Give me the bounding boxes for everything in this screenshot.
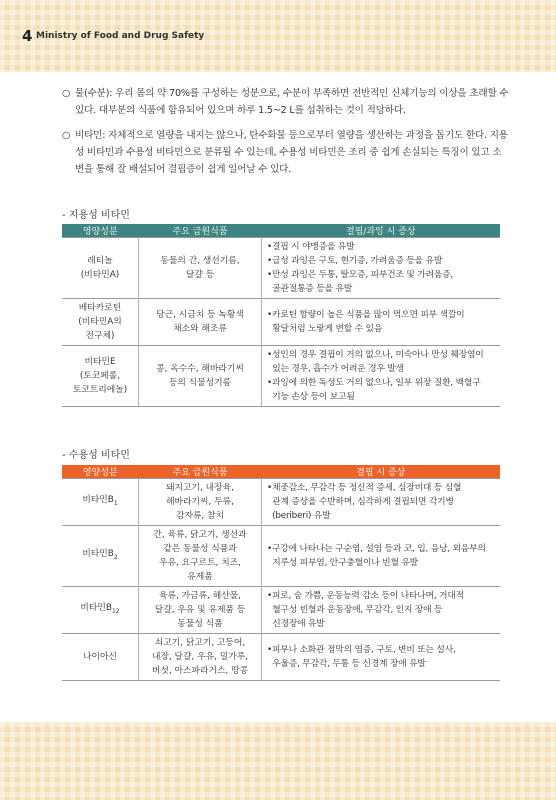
column-header: 결핍 시 증상 [262,465,501,479]
table-row [62,299,500,346]
bullet-circle: ○ [62,88,71,99]
symptoms: •결핍 시 야맹증을 유발 •급성 과잉은 구토, 현기증, 가려움증 등을 유발 •만성 과잉은 두통, 탈모증, 피부건조 및 가려움증, 골관절통증 등을 유발 [262,238,501,299]
column-header: 영양성분 [62,465,139,479]
column-header: 결핍/과잉 시 증상 [262,224,501,238]
nutrient-name: 나이아신 [62,634,139,681]
column-header: 주요 급원식품 [139,465,262,479]
table-row [62,479,500,526]
symptoms: •피로, 숨 가쁨, 운동능력 감소 등이 나타나며, 거대적 혈구성 빈혈과 운동장애, 무감각, 인지 장애 등 신경장애 유발 [262,587,501,634]
food-sources: 돼지고기, 내장육, 해바라기씨, 두류, 감자류, 참치 [139,479,262,526]
symptoms: •성인의 경우 결핍이 거의 없으나, 미숙아나 만성 췌장염이 있는 경우, 흡수가 어려운 경우 발생 •과잉에 의한 독성도 거의 없으나, 일부 위장 질환, 백혈구 기능 손상 등이 보고됨 [262,346,501,407]
symptoms: •카로틴 함량이 높은 식품을 많이 먹으면 피부 색깔이 황달처럼 노랗게 변할 수 있음 [262,299,501,346]
water-soluble-vitamin-table [62,465,500,681]
column-header: 주요 급원식품 [139,224,262,238]
food-sources: 육류, 가금류, 해산물, 달걀, 우유 및 유제품 등 동물성 식품 [139,587,262,634]
food-sources: 동물의 간, 생선기름, 달걀 등 [139,238,262,299]
symptoms: •피부나 소화관 점막의 염증, 구토, 변비 또는 설사, 우울증, 무감각, 두통 등 신경계 장애 유발 [262,634,501,681]
food-sources: 당근, 시금치 등 녹황색 채소와 해조류 [139,299,262,346]
food-sources: 쇠고기, 닭고기, 고등어, 내장, 달걀, 우유, 밀가루, 버섯, 아스파라거스, 땅콩 [139,634,262,681]
table-row [62,238,500,299]
symptoms: •구강에 나타나는 구순염, 설염 등과 코, 입, 음낭, 외음부의 지루성 피부염, 안구충혈이나 빈혈 유발 [262,526,501,587]
paragraph-water [62,85,510,119]
section-title-water-soluble: - 수용성 비타민 [62,450,130,461]
paragraph-vitamin [62,127,510,178]
section-title-fat-soluble: - 지용성 비타민 [62,210,130,221]
page-header [0,0,556,72]
table-row [62,634,500,681]
subscript: 1 [113,499,118,507]
table-row [62,526,500,587]
nutrient-name: 비타민$B_2$ [62,526,139,587]
page-number: 4 [22,27,33,45]
subscript: 2 [113,553,118,561]
subscript: 12 [111,607,120,615]
fat-soluble-vitamin-table [62,224,500,407]
table-row [62,587,500,634]
paragraph-text: 비타민: 자체적으로 열량을 내지는 않으나, 탄수화물 등으로부터 열량을 생산하는 과정을 돕기도 한다. 지용성 비타민과 수용성 비타민으로 분류될 수 있는데, 수용성 비타민은 조리 중 쉽게 손실되는 특징이 있고 소변을 통해 잘 배설되어 결핍증이 쉽게 일어날 수 있다. [75,130,508,175]
page-footer [0,722,556,800]
nutrient-name: 레티놀 (비타민A) [62,238,139,299]
bullet-circle: ○ [62,130,71,141]
nutrient-name: 비타민E (토코페롤, 토코트리에놀) [62,346,139,407]
nutrient-name: 베타카로틴 (비타민A의 전구체) [62,299,139,346]
symptoms: •체중감소, 무감각 등 정신적 증세, 심장비대 등 심혈 관계 증상을 수반하며, 심각하게 결핍되면 각기병 (beriberi) 유발 [262,479,501,526]
table-row [62,346,500,407]
food-sources: 간, 육류, 닭고기, 생선과 같은 동물성 식품과 우유, 요구르트, 치즈, 유제품 [139,526,262,587]
header-title: Ministry of Food and Drug Safety [36,31,205,41]
food-sources: 콩, 옥수수, 해바라기씨 등의 식물성기름 [139,346,262,407]
column-header: 영양성분 [62,224,139,238]
nutrient-name: 비타민$B_{12}$ [62,587,139,634]
nutrient-name: 비타민$B_1$ [62,479,139,526]
paragraph-text: 물(수분): 우리 몸의 약 70%를 구성하는 성분으로, 수분이 부족하면 전반적인 신체기능의 이상을 초래할 수 있다. 대부분의 식품에 함유되어 있으며 하루 1.5~2 L를 섭취하는 것이 적당하다. [75,88,509,116]
